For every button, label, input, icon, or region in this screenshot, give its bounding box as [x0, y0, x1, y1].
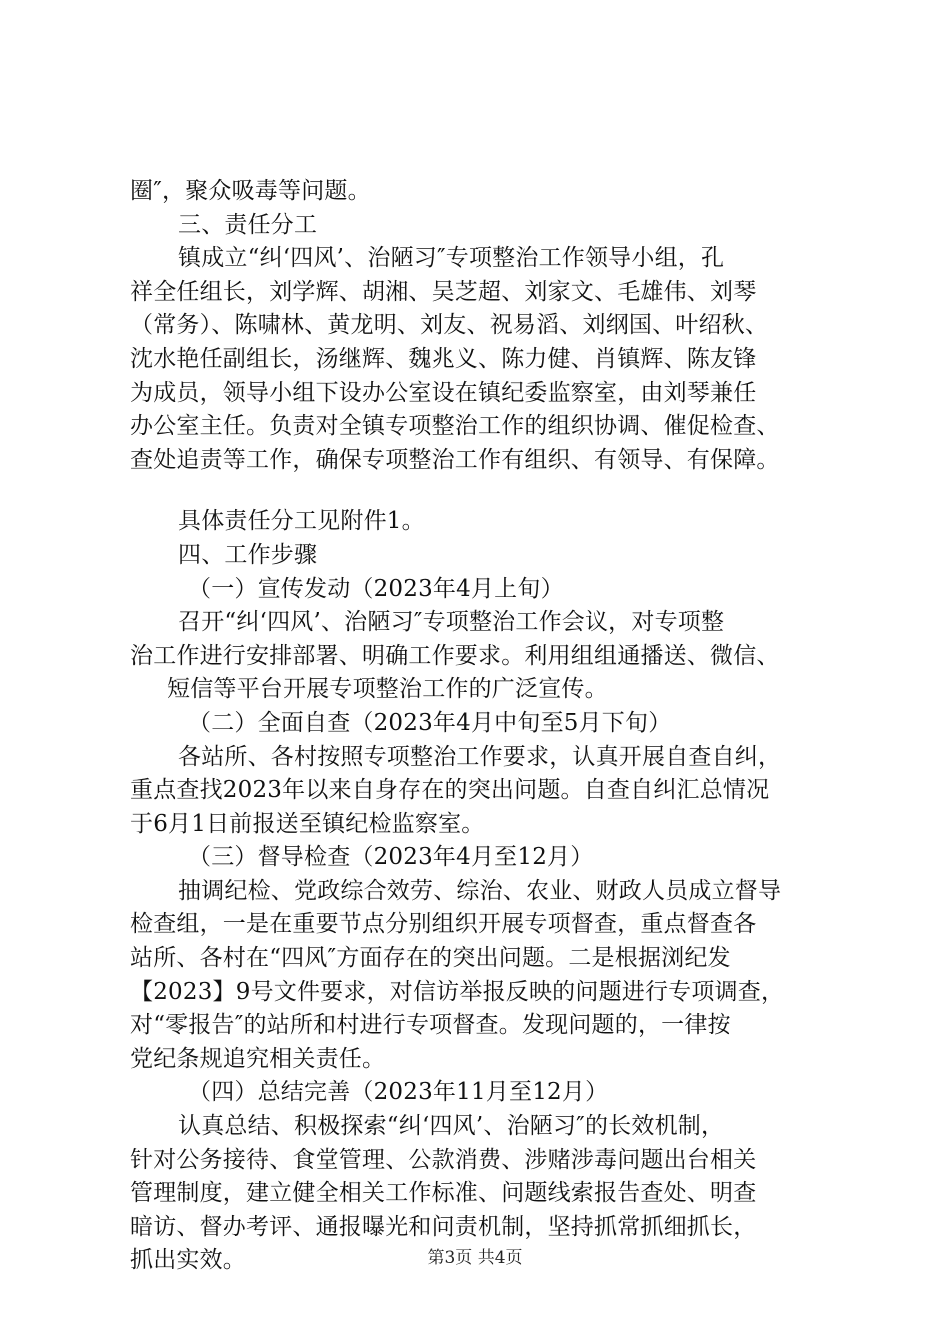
text-line: 于6月1日前报送至镇纪检监察室。	[130, 810, 485, 837]
text-line: 抓出实效。	[130, 1247, 246, 1274]
subsection-heading: （三）督导检查（2023年4月至12月）	[188, 844, 594, 871]
text-line: 查处追责等工作，确保专项整治工作有组织、有领导、有保障。	[130, 446, 780, 473]
subsection-heading: （四）总结完善（2023年11月至12月）	[188, 1079, 609, 1106]
text-line: 治工作进行安排部署、明确工作要求。利用组组通播送、微信、	[130, 642, 780, 669]
text-line: 党纪条规追究相关责任。	[130, 1045, 386, 1072]
text-line: 具体责任分工见附件1。	[178, 508, 425, 535]
text-line: 召开“纠‘四风’、治陋习″专项整治工作会议，对专项整	[178, 609, 725, 636]
paragraph-gap	[130, 477, 830, 505]
text-line: 重点查找2023年以来自身存在的突出问题。自查自纠汇总情况	[130, 777, 770, 804]
subsection-heading: （一）宣传发动（2023年4月上旬）	[188, 575, 564, 602]
text-line: 针对公务接待、食堂管理、公款消费、涉赌涉毒问题出台相关	[130, 1146, 757, 1173]
text-line: 短信等平台开展专项整治工作的广泛宣传。	[167, 676, 608, 703]
text-line: 检查组，一是在重要节点分别组织开展专项督查，重点督查各	[130, 911, 757, 938]
text-line: 办公室主任。负责对全镇专项整治工作的组织协调、催促检查、	[130, 413, 780, 440]
text-line: 站所、各村在“四风″方面存在的突出问题。二是根据浏纪发	[130, 945, 731, 972]
document-body	[130, 175, 830, 1278]
text-line: （常务）、陈啸林、黄龙明、刘友、祝易滔、刘纲国、叶绍秋、	[130, 312, 769, 339]
text-line: 沈水艳任副组长，汤继辉、魏兆义、陈力健、肖镇辉、陈友锋	[130, 345, 757, 372]
text-line: 认真总结、积极探索“纠‘四风’、治陋习″的长效机制，	[178, 1113, 725, 1140]
text-line: 祥全任组长，刘学辉、胡湘、吴芝超、刘家文、毛雄伟、刘琴	[130, 278, 757, 305]
text-line: 【2023】9号文件要求，对信访举报反映的问题进行专项调查，	[130, 978, 785, 1005]
text-line: 各站所、各村按照专项整治工作要求，认真开展自查自纠，	[178, 743, 782, 770]
text-line: 为成员，领导小组下设办公室设在镇纪委监察室，由刘琴兼任	[130, 379, 757, 406]
section-heading: 三、责任分工	[178, 211, 318, 238]
text-line: 抽调纪检、党政综合效劳、综治、农业、财政人员成立督导	[178, 877, 782, 904]
text-line: 镇成立“纠‘四风’、治陋习″专项整治工作领导小组，孔	[178, 245, 725, 272]
page-number-footer: 第3页 共4页	[427, 1248, 523, 1268]
text-line: 管理制度，建立健全相关工作标准、问题线索报告查处、明查	[130, 1180, 757, 1207]
text-line: 圈″，聚众吸毒等问题。	[130, 178, 371, 204]
subsection-heading: （二）全面自查（2023年4月中旬至5月下旬）	[188, 709, 672, 736]
text-line: 对“零报告″的站所和村进行专项督查。发现问题的，一律按	[130, 1012, 731, 1039]
text-line: 暗访、督办考评、通报曝光和问责机制，坚持抓常抓细抓长，	[130, 1213, 757, 1240]
section-heading: 四、工作步骤	[178, 541, 318, 568]
